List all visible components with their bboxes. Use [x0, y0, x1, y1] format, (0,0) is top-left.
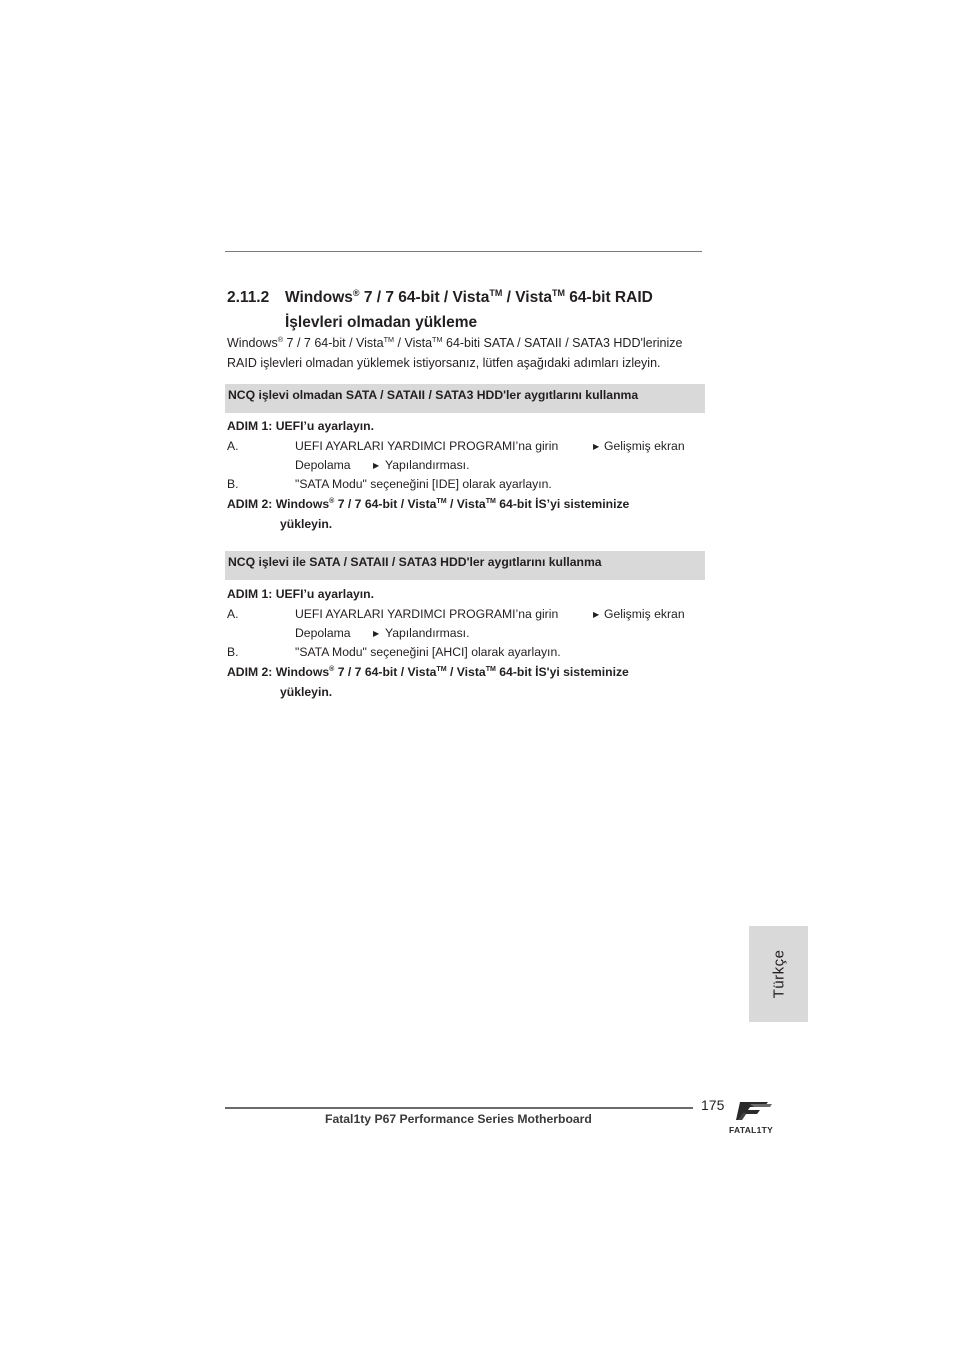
svg-text:FATAL1TY: FATAL1TY: [729, 1125, 774, 1135]
block1-heading-band: [225, 384, 705, 413]
language-side-tab: [749, 926, 808, 1022]
fatal1ty-logo: [728, 1098, 782, 1136]
block1-heading: NCQ işlevi olmadan SATA / SATAII / SATA3 HDD'ler aygıtlarını kullanma: [228, 388, 639, 402]
arrow-right-icon: ▶: [593, 610, 600, 619]
block2-step2: ADIM 2: Windows® 7 / 7 64-bit / Vista™ / Vista™ 64-bit İS'yi sisteminize yükleyin.: [227, 665, 629, 699]
block2-heading-band: [225, 551, 705, 580]
block2-step-a: A. UEFI AYARLARI YARDIMCI PROGRAMI’na girin ▶ Gelişmiş ekran: [227, 607, 685, 621]
block2-step-b: B. "SATA Modu" seçeneğini [AHCI] olarak ayarlayın.: [227, 645, 561, 659]
intro-paragraph: Windows® 7 / 7 64-bit / Vista™ / Vista™ 64-biti SATA / SATAII / SATA3 HDD'lerinize RAID işlevleri olmadan yüklemek istiyorsanız, lütfen aşağıdaki adımları izleyin.: [227, 334, 683, 370]
language-label: Türkçe: [770, 949, 787, 999]
section-title-line2: İşlevleri olmadan yükleme: [285, 314, 478, 331]
block1-step-a: A. UEFI AYARLARI YARDIMCI PROGRAMI’na girin ▶ Gelişmiş ekran: [227, 439, 685, 453]
arrow-right-icon: ▶: [373, 629, 380, 638]
block2-step1: ADIM 1: UEFI’u ayarlayın.: [227, 587, 374, 601]
block1-step-a-cont: Depolama ▶ Yapılandırması.: [295, 458, 470, 472]
top-rule: [225, 251, 702, 252]
bottom-rule: [225, 1107, 693, 1109]
block1-step-b: B. "SATA Modu" seçeneğini [IDE] olarak ayarlayın.: [227, 477, 552, 491]
arrow-right-icon: ▶: [373, 461, 380, 470]
block2-heading: NCQ işlevi ile SATA / SATAII / SATA3 HDD'ler aygıtlarını kullanma: [228, 555, 602, 569]
fatal1ty-logo-icon: [728, 1098, 782, 1136]
block1-step1: ADIM 1: UEFI’u ayarlayın.: [227, 419, 374, 433]
block1-step2: ADIM 2: Windows® 7 / 7 64-bit / Vista™ / Vista™ 64-bit İS’yi sisteminize yükleyin.: [227, 497, 630, 531]
section-number: 2.11.2: [227, 289, 270, 306]
page-number: 175: [701, 1097, 725, 1113]
arrow-right-icon: ▶: [593, 442, 600, 451]
footer-text: Fatal1ty P67 Performance Series Motherboard: [325, 1112, 592, 1126]
block2-step-a-cont: Depolama ▶ Yapılandırması.: [295, 626, 470, 640]
section-title: 2.11.2 Windows® 7 / 7 64-bit / Vista™ / Vista™ 64-bit RAID İşlevleri olmadan yükleme: [227, 285, 707, 335]
